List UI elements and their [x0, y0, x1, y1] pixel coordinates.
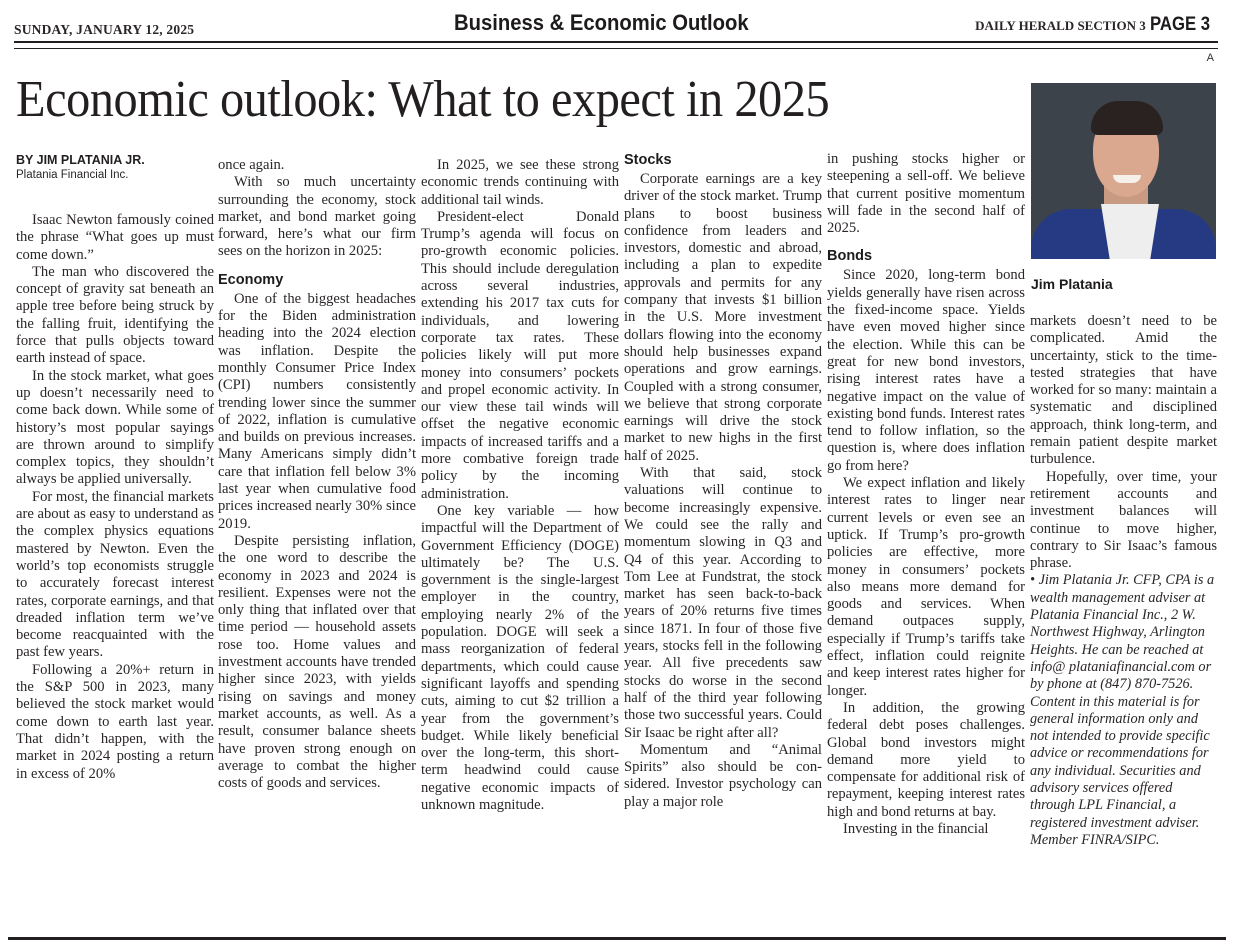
subhead-economy: Economy [218, 271, 284, 288]
issue-date: SUNDAY, JANUARY 12, 2025 [14, 22, 195, 37]
paragraph: In the stock market, what goes up doesn’t necessarily need to come back down. While some of history’s most popular sayings are thrown around to simplify complex topics, they shouldn’t always be applied universally. [16, 367, 214, 488]
paragraph: Hopefully, over time, your retirement accounts and investment balances will continue to move higher, contrary to Sir Isaac’s famous phrase. [1030, 468, 1217, 572]
paragraph: For most, the financial markets are about as easy to understand as the complex physics equations mastered by Newton. Even the world’s top economists struggle to accurately forecast interest rates, corporate earnings, and that dreaded inflation term we’ve become reacquainted with the past few years. [16, 488, 214, 661]
byline: BY JIM PLATANIA JR. [16, 153, 145, 167]
paragraph: The man who discovered the concept of gravity sat beneath an apple tree before being struck by the falling fruit, identifying the force that pulls objects toward earth instead of space. [16, 263, 214, 367]
paragraph: One of the biggest headaches for the Biden administration heading into the 2024 election was inflation. Despite the monthly Consumer Price Index (CPI) numbers consistently trending lower since the summer of 2022, inflation is cumulative and builds on previous increases. Many Americans simply didn’t care that inflation fell below 3% last year when cumulative food prices increased nearly 30% since 2019. [218, 290, 416, 532]
paragraph-continued: once again. [218, 157, 285, 173]
edition-letter: A [1206, 52, 1214, 64]
hair [1091, 101, 1163, 135]
paragraph: Corporate earnings are a key driver of the stock market. Trump plans to boost business confidence from leaders and investors, domestic and abroad, including a plan to expedite approvals and permits for any company that invests $1 billion in the U.S. More investment dollars flowing into the economy should help businesses expand operations and grow earnings. Coupled with a strong consumer, we believe that strong corporate earnings will drive the stock market to new highs in the first half of 2025. [624, 171, 822, 464]
masthead [14, 10, 1218, 42]
article-column-3 [421, 157, 619, 814]
paragraph: In addition, the growing federal debt poses challenges. Global bond investors might demand more yield to compensate for additional risk of repayment, keeping interest rates high and bond returns at bay. [827, 699, 1025, 820]
paragraph-continued: in pushing stocks higher or steepening a sell-off. We believe that current positive momentum will fade in the second half of 2025. [827, 151, 1025, 237]
paragraph: President-elect Donald Trump’s agenda will focus on pro-growth economic policies. This should include deregulation across several industries, extending his 2017 tax cuts for individuals, and lowering corporate tax rates. These policies likely will put more money into consumers’ pockets and propel economic activity. In our view these tail winds will offset the negative economic impacts of increased tariffs and a more combative foreign trade policy by the incoming administration. [421, 208, 619, 502]
article-column-2 [218, 157, 416, 792]
author-photo [1031, 83, 1216, 259]
paper-section: DAILY HERALD SECTION 3 [975, 18, 1146, 33]
author-bio: • Jim Platania Jr. CFP, CPA is a wealth management adviser at Platania Financial Inc., 2 W. Northwest Highway, Arlington Heights. He can be reached at info@ plataniafinancial.com or by phone at (847) 870-7526. Content in this material is for general information only and not intended to provide specific advice or recommendations for any individual. Securities and advisory services offered through LPL Financial, a registered investment adviser. Member FINRA/SIPC. [1030, 572, 1215, 848]
masthead-rule-thin [14, 48, 1218, 49]
paragraph: In 2025, we see these strong economic trends continuing with additional tail winds. [421, 157, 619, 208]
paragraph: With that said, stock valuations will continue to become increasingly expensive. We could see the rally and momentum slowing in Q3 and Q4 of this year. According to Tom Lee at Fundstrat, the stock market has seen back-to-back years of 20% returns five times since 1871. In four of those five years, stocks fell in the following year. All five precedents saw stocks do worse in the second half of the third year following those two successful years. Could Sir Isaac be right after all? [624, 465, 822, 741]
page-number: PAGE 3 [1149, 14, 1210, 35]
paragraph-continued: markets doesn’t need to be complicated. Amid the uncertainty, stick to the time-tested strategies that have worked for so many: maintain a systematic and disciplined approach, think long-term, and remain patient despite market turbulence. [1030, 313, 1217, 468]
article-column-5 [827, 151, 1025, 838]
article-headline: Economic outlook: What to expect in 2025 [16, 71, 830, 128]
section-title: Business & Economic Outlook [454, 10, 749, 35]
article-column-6 [1030, 313, 1217, 849]
paragraph: Momentum and “Animal Spirits” also should be considered. Investor psychology can play a major role [624, 741, 822, 810]
paragraph: We expect inflation and likely interest rates to linger near current levels or even see an uptick. If Trump’s pro-growth policies are effective, more money in consumers’ pockets also means more demand for goods and services. When demand outpaces supply, especially if Trump’s tariffs take effect, inflation could reignite and keep interest rates higher for longer. [827, 475, 1025, 699]
paragraph: Investing in the financial [843, 820, 989, 837]
article-column-4 [624, 151, 822, 811]
masthead-rule [14, 41, 1218, 43]
subhead-stocks: Stocks [624, 152, 672, 168]
article-column-1 [16, 152, 214, 783]
shirt [1101, 204, 1159, 259]
paragraph: Isaac Newton famously coined the phrase “What goes up must come down.” [16, 212, 214, 263]
paragraph: With so much uncertainty surrounding the economy, stock market, and bond market going forward, here’s what our firm sees on the horizon in 2025: [218, 174, 416, 260]
paragraph: Following a 20%+ return in the S&P 500 in 2023, many believed the stock market would come down to earth last year. That didn’t happen, with the market in 2024 posting a return in excess of 20% [16, 661, 214, 782]
page-info [975, 14, 1218, 36]
byline-affiliation: Platania Financial Inc. [16, 169, 129, 181]
photo-caption: Jim Platania [1031, 276, 1113, 292]
paragraph: Despite persisting inflation, the one word to describe the economy in 2023 and 2024 is resilient. Expenses were not the only thing that inflated over that time period — household assets rose too. Home values and investment accounts have trended higher since 2023, with yields rising on savings and money market accounts, as well. As a result, consumer balance sheets have proven strong enough on average to combat the higher costs of goods and services. [218, 532, 416, 792]
paragraph: One key variable — how impactful will the Department of Government Efficiency (DOGE) ultimately be? The U.S. government is the single-largest employer in the country, employing nearly 2% of the population. DOGE will seek a mass reorganization of federal departments, which could cause significant layoffs and spending cuts, aiming to cut $2 trillion a year from the government’s budget. While likely beneficial over the long-term, this short-term headwind could cause negative economic impacts of unknown magnitude. [421, 502, 619, 813]
paragraph: Since 2020, long-term bond yields generally have risen across the fixed-income space. Yields have even moved higher since the election. While this can be great for new bond investors, rising interest rates have a negative impact on the value of existing bond funds. Interest rates tend to follow inflation, so the question is, where does inflation go from here? [827, 267, 1025, 474]
subhead-bonds: Bonds [827, 248, 873, 265]
footer-rule [8, 937, 1226, 940]
